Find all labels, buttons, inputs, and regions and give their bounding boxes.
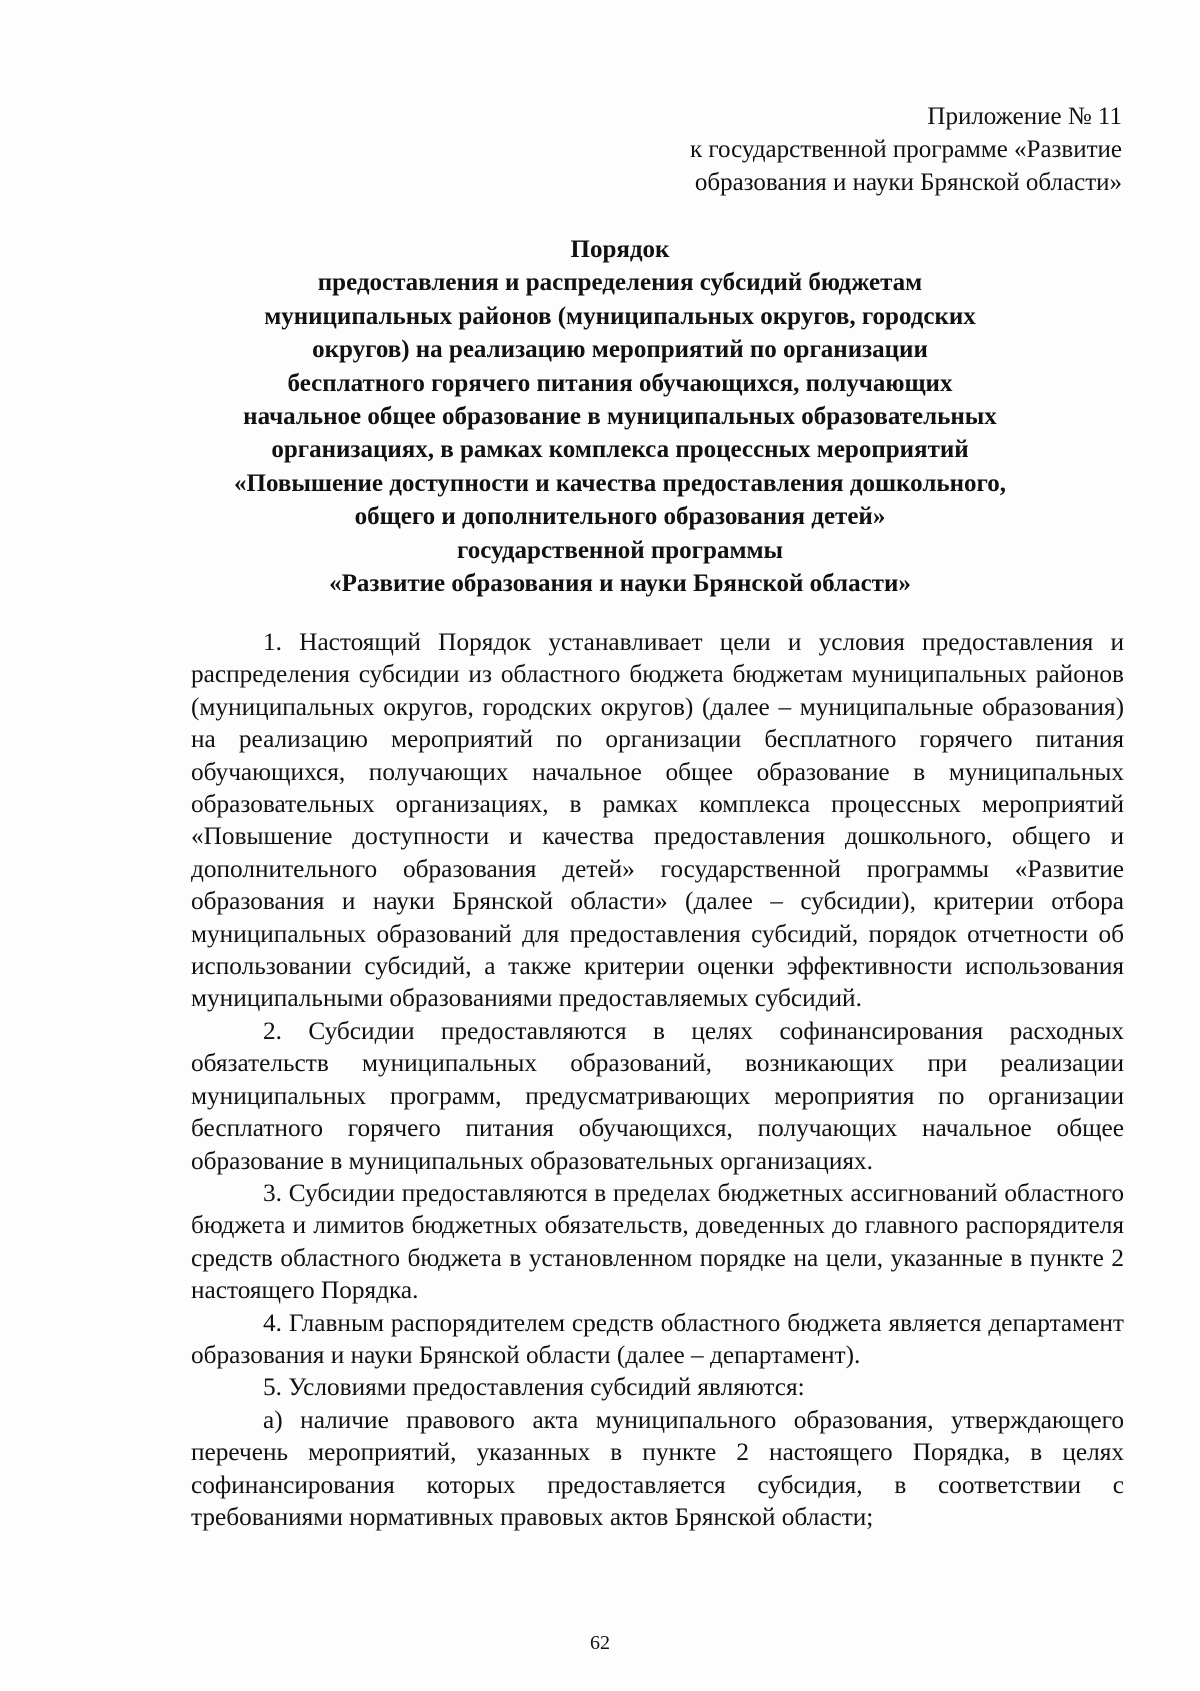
title-line: бесплатного горячего питания обучающихся, получающих <box>287 369 953 397</box>
document-title <box>160 233 1080 600</box>
page-number: 62 <box>590 1632 610 1654</box>
paragraph-5a: а) наличие правового акта муниципального образования, утверждающего перечень мероприятий, указанных в пункте 2 настоящего Порядка, в целях софинансирования которых предоставляется субсидия, в соответствии с требованиями нормативных правовых актов Брянской области; <box>191 1405 1124 1531</box>
appendix-line: образования и науки Брянской области» <box>694 169 1122 196</box>
document-body <box>191 626 1124 1533</box>
paragraph-2: 2. Субсидии предоставляются в целях софинансирования расходных обязательств муниципальных образований, возникающих при реализации муниципальных программ, предусматривающих мероприятия по организации бесплатного горячего питания обучающихся, получающих начальное общее образование в муниципальных образовательных организациях. <box>191 1016 1124 1175</box>
title-line: предоставления и распределения субсидий бюджетам <box>317 269 923 297</box>
title-line: организациях, в рамках комплекса процессных мероприятий <box>271 436 969 464</box>
title-line: Порядок <box>570 236 670 263</box>
paragraph-1: 1. Настоящий Порядок устанавливает цели и условия предоставления и распределения субсидии из областного бюджета бюджетам муниципальных районов (муниципальных округов, городских округов) (далее – муниципальные образования) на реализацию мероприятий по организации бесплатного горячего питания обучающихся, получающих начальное общее образование в муниципальных образовательных организациях, в рамках комплекса процессных мероприятий «Повышение доступности и качества предоставления дошкольного, общего и дополнительного образования детей» государственной программы «Развитие образования и науки Брянской области» (далее – субсидии), критерии отбора муниципальных образований для предоставления субсидий, порядок отчетности об использовании субсидий, а также критерии оценки эффективности использования муниципальными образованиями предоставляемых субсидий. <box>191 628 1124 1013</box>
paragraph-5: 5. Условиями предоставления субсидий являются: <box>263 1373 805 1402</box>
paragraph-4: 4. Главным распорядителем средств областного бюджета является департамент образования и науки Брянской области (далее – департамент). <box>191 1308 1124 1369</box>
title-line: «Развитие образования и науки Брянской области» <box>329 570 911 598</box>
paragraph-3: 3. Субсидии предоставляются в пределах бюджетных ассигнований областного бюджета и лимитов бюджетных обязательств, доведенных до главного распорядителя средств областного бюджета в установленном порядке на цели, указанные в пункте 2 настоящего Порядка. <box>191 1178 1124 1305</box>
title-line: общего и дополнительного образования детей» <box>354 503 886 531</box>
title-line: государственной программы <box>456 536 784 564</box>
appendix-header <box>602 100 1122 199</box>
title-line: округов) на реализацию мероприятий по организации <box>312 336 928 364</box>
title-line: начальное общее образование в муниципальных образовательных <box>243 403 997 431</box>
title-line: муниципальных районов (муниципальных округов, городских <box>264 302 976 330</box>
appendix-line: Приложение № 11 <box>927 103 1122 130</box>
appendix-line: к государственной программе «Развитие <box>690 136 1122 163</box>
title-line: «Повышение доступности и качества предоставления дошкольного, <box>234 469 1006 497</box>
